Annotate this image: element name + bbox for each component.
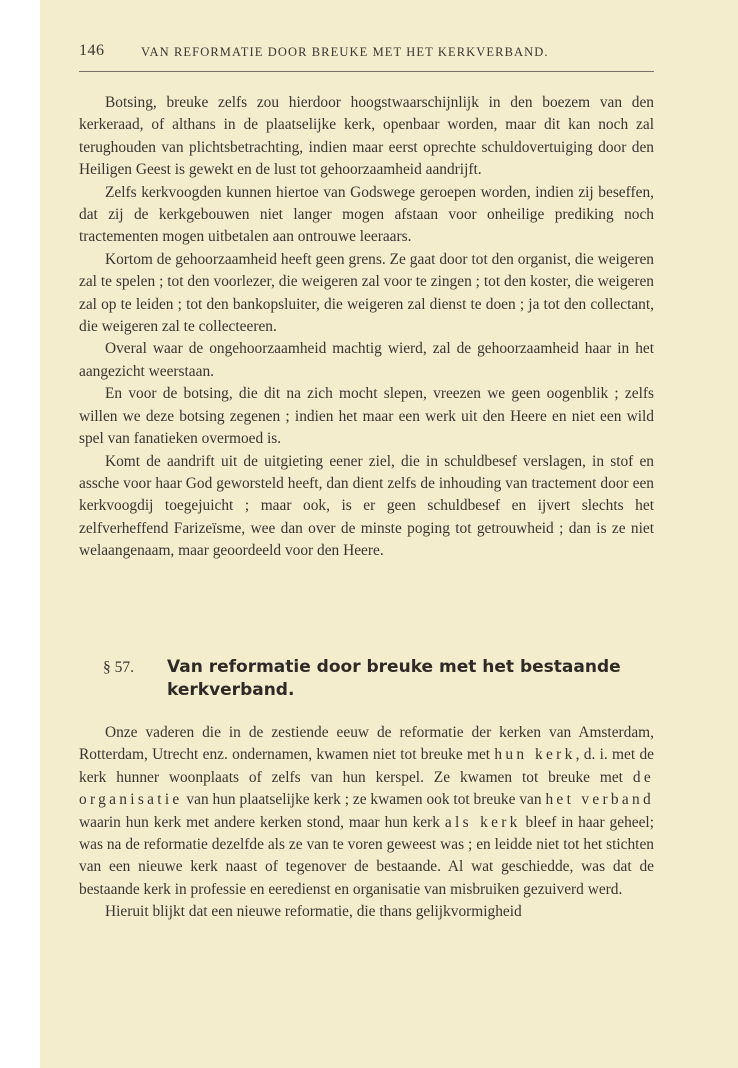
text-run: bleef in haar geheel; was na de reformatie dezelfde als ze van te voren geweest was ; en leidde niet tot het stichten van een nieuwe kerk naast of tegenover de bestaande. Al wat geschiedde, was dat de bestaande kerk in professie en eeredienst en organisatie van misbruiken gezuiverd werd. bbox=[79, 813, 654, 898]
section-title: Van reformatie door breuke met het bestaande kerkverband. bbox=[167, 657, 621, 700]
book-page bbox=[40, 0, 738, 1068]
paragraph bbox=[79, 722, 654, 901]
body-text-bottom bbox=[79, 722, 654, 924]
paragraph: Hieruit blijkt dat een nieuwe reformatie, die thans gelijkvormigheid bbox=[105, 903, 522, 921]
paragraph: Overal waar de ongehoorzaamheid machtig wierd, zal de gehoorzaamheid haar in het aangezicht weerstaan. bbox=[79, 340, 654, 380]
text-run: Onze vaderen die in de zestiende eeuw de reformatie der kerken van Amsterdam, Rotterdam, Utrecht enz. ondernamen, kwamen niet tot breuke met bbox=[79, 724, 654, 764]
paragraph: Botsing, breuke zelfs zou hierdoor hoogstwaarschijnlijk in den boezem van den kerkeraad, of althans in de plaatselijke kerk, openbaar worden, maar dit kan noch zal terughouden van plichtsbetrachting, indien maar eerst oprechte schuldovertuiging door den Heiligen Geest is gewekt en de lust tot gehoorzaamheid aandrijft. bbox=[79, 94, 654, 179]
running-header bbox=[79, 42, 654, 66]
paragraph: En voor de botsing, die dit na zich mocht slepen, vreezen we geen oogenblik ; zelfs willen we deze botsing zegenen ; indien het maar een werk uit den Heere en niet een wild spel van fanatieken overmoed is. bbox=[79, 385, 654, 448]
header-rule bbox=[79, 71, 654, 72]
text-run: , d. i. met de kerk hunner woonplaats of zelfs van hun kerspel. Ze kwamen tot breuke met bbox=[79, 746, 654, 786]
spaced-emphasis: hun kerk bbox=[494, 746, 576, 764]
page-number: 146 bbox=[79, 42, 105, 59]
spaced-emphasis: het verband bbox=[545, 791, 654, 809]
running-title: VAN REFORMATIE DOOR BREUKE MET HET KERKVERBAND. bbox=[141, 45, 549, 59]
text-run: van hun plaatselijke kerk ; ze kwamen ook tot breuke van bbox=[182, 791, 546, 809]
paragraph: Zelfs kerkvoogden kunnen hiertoe van Godswege geroepen worden, indien zij beseffen, dat zij de kerkgebouwen niet langer mogen afstaan voor onheilige prediking noch tractementen mogen uitbetalen aan ontrouwe leeraars. bbox=[79, 183, 654, 246]
text-run: waarin hun kerk met andere kerken stond, maar hun kerk bbox=[79, 813, 445, 831]
spaced-emphasis: als kerk bbox=[444, 813, 521, 831]
section-number: § 57. bbox=[103, 659, 134, 676]
paragraph: Komt de aandrift uit de uitgieting eener ziel, die in schuldbesef verslagen, in stof en assche voor haar God geworsteld heeft, dan dient zelfs de inhouding van tractement door een kerkvoogdij toegejuicht ; maar ook, is er geen schuldbesef en ijvert slechts het zelfverheffend Farizeïsme, wee dan over de minste poging tot getrouwheid ; dan is ze niet welaangenaam, maar geoordeeld voor den Heere. bbox=[79, 452, 654, 560]
spaced-emphasis: de organisatie bbox=[79, 768, 654, 809]
body-text-top bbox=[79, 92, 654, 563]
paragraph: Kortom de gehoorzaamheid heeft geen grens. Ze gaat door tot den organist, die weigeren zal te spelen ; tot den voorlezer, die weigeren zal voor te zingen ; tot den koster, die weigeren zal op te leiden ; tot den bankopsluiter, die weigeren zal dienst te doen ; ja tot den collectant, die weigeren zal te collecteeren. bbox=[79, 250, 654, 336]
